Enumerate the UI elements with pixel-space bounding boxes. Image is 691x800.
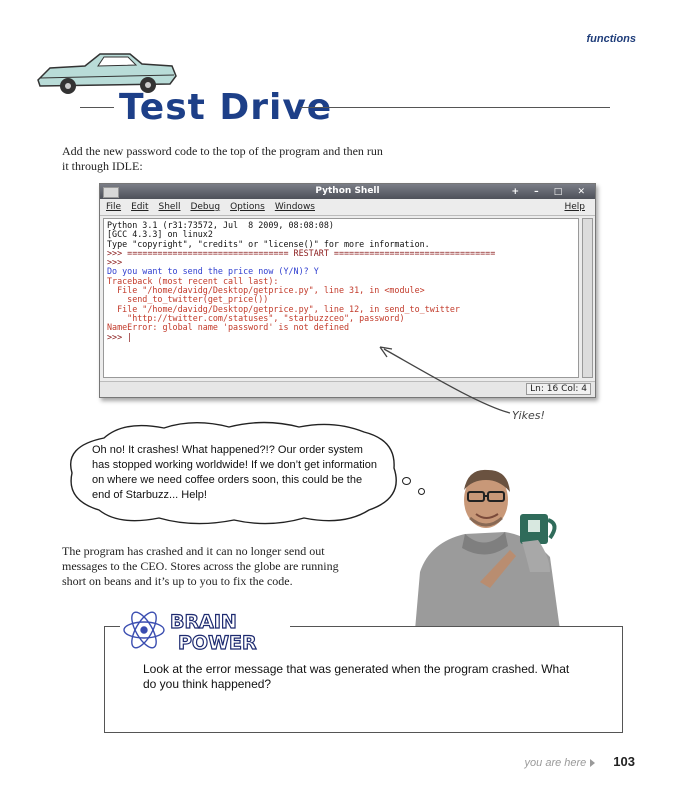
shell-line: >>>: [107, 257, 123, 268]
title-rule-left: [80, 107, 114, 108]
menu-debug[interactable]: Debug: [190, 202, 221, 212]
title-rule-right: [300, 107, 610, 108]
menu-windows[interactable]: Windows: [274, 202, 315, 212]
page-footer: [525, 754, 635, 769]
window-controls[interactable]: + – □ ✕: [511, 187, 591, 197]
shell-line: Do you want to send the price now (Y/N)? Y: [107, 266, 319, 277]
brain-logo-line1: BRAIN: [170, 611, 237, 633]
shell-line: File "/home/davidg/Desktop/getprice.py", line 31, in <module>: [107, 285, 425, 296]
yikes-annotation: Yikes!: [512, 409, 545, 422]
page-title: Test Drive: [119, 87, 333, 128]
intro-text: Add the new password code to the top of the program and then run it through IDLE:: [62, 144, 383, 173]
brain-power-text: Look at the error message that was generated when the program crashed. What do you think happened?: [143, 662, 570, 691]
window-menu-icon[interactable]: [103, 187, 119, 198]
menu-edit[interactable]: Edit: [131, 202, 149, 212]
person-photo: [410, 462, 610, 630]
shell-line: [GCC 4.3.3] on linux2: [107, 229, 213, 240]
shell-line: Python 3.1 (r31:73572, Jul 8 2009, 08:08:08): [107, 220, 334, 230]
shell-line: "http://twitter.com/statuses", "starbuzzceo", password): [107, 312, 405, 323]
menu-file[interactable]: File: [106, 202, 122, 212]
menu-help[interactable]: Help: [564, 202, 585, 212]
section-header: functions: [586, 33, 636, 45]
shell-line: Type "copyright", "credits" or "license()" for more information.: [107, 238, 430, 249]
thought-text: Oh no! It crashes! What happened?!? Our order system has stopped working worldwide! If we don’t get information on where we need coffee orders soon, this could be the end of Starbuzz... Help!: [92, 444, 377, 501]
menu-bar: [100, 199, 595, 216]
shell-line: NameError: global name 'password' is not defined: [107, 322, 350, 333]
brain-logo-line2: POWER: [178, 632, 257, 654]
window-title: Python Shell: [315, 186, 380, 196]
body-paragraph: The program has crashed and it can no longer send out messages to the CEO. Stores across the globe are running short on beans and it’s up to you to fix the code.: [62, 544, 339, 588]
shell-line: Traceback (most recent call last):: [107, 275, 279, 286]
menu-options[interactable]: Options: [230, 202, 265, 212]
you-are-here-label: you are here: [524, 757, 587, 769]
shell-line: send_to_twitter(get_price()): [107, 294, 269, 305]
shell-line: >>> |: [107, 331, 133, 342]
shell-line: File "/home/davidg/Desktop/getprice.py", line 12, in send_to_twitter: [107, 303, 460, 314]
brain-power-logo: [120, 606, 290, 654]
window-titlebar: [100, 184, 595, 199]
page-number: 103: [613, 754, 635, 769]
triangle-right-icon: [590, 759, 595, 767]
cursor-position: Ln: 16 Col: 4: [526, 383, 591, 395]
vertical-scrollbar[interactable]: [582, 218, 593, 378]
atom-icon: [124, 609, 164, 652]
shell-line: >>> ================================ RESTART ================================: [107, 247, 496, 258]
menu-shell[interactable]: Shell: [158, 202, 181, 212]
